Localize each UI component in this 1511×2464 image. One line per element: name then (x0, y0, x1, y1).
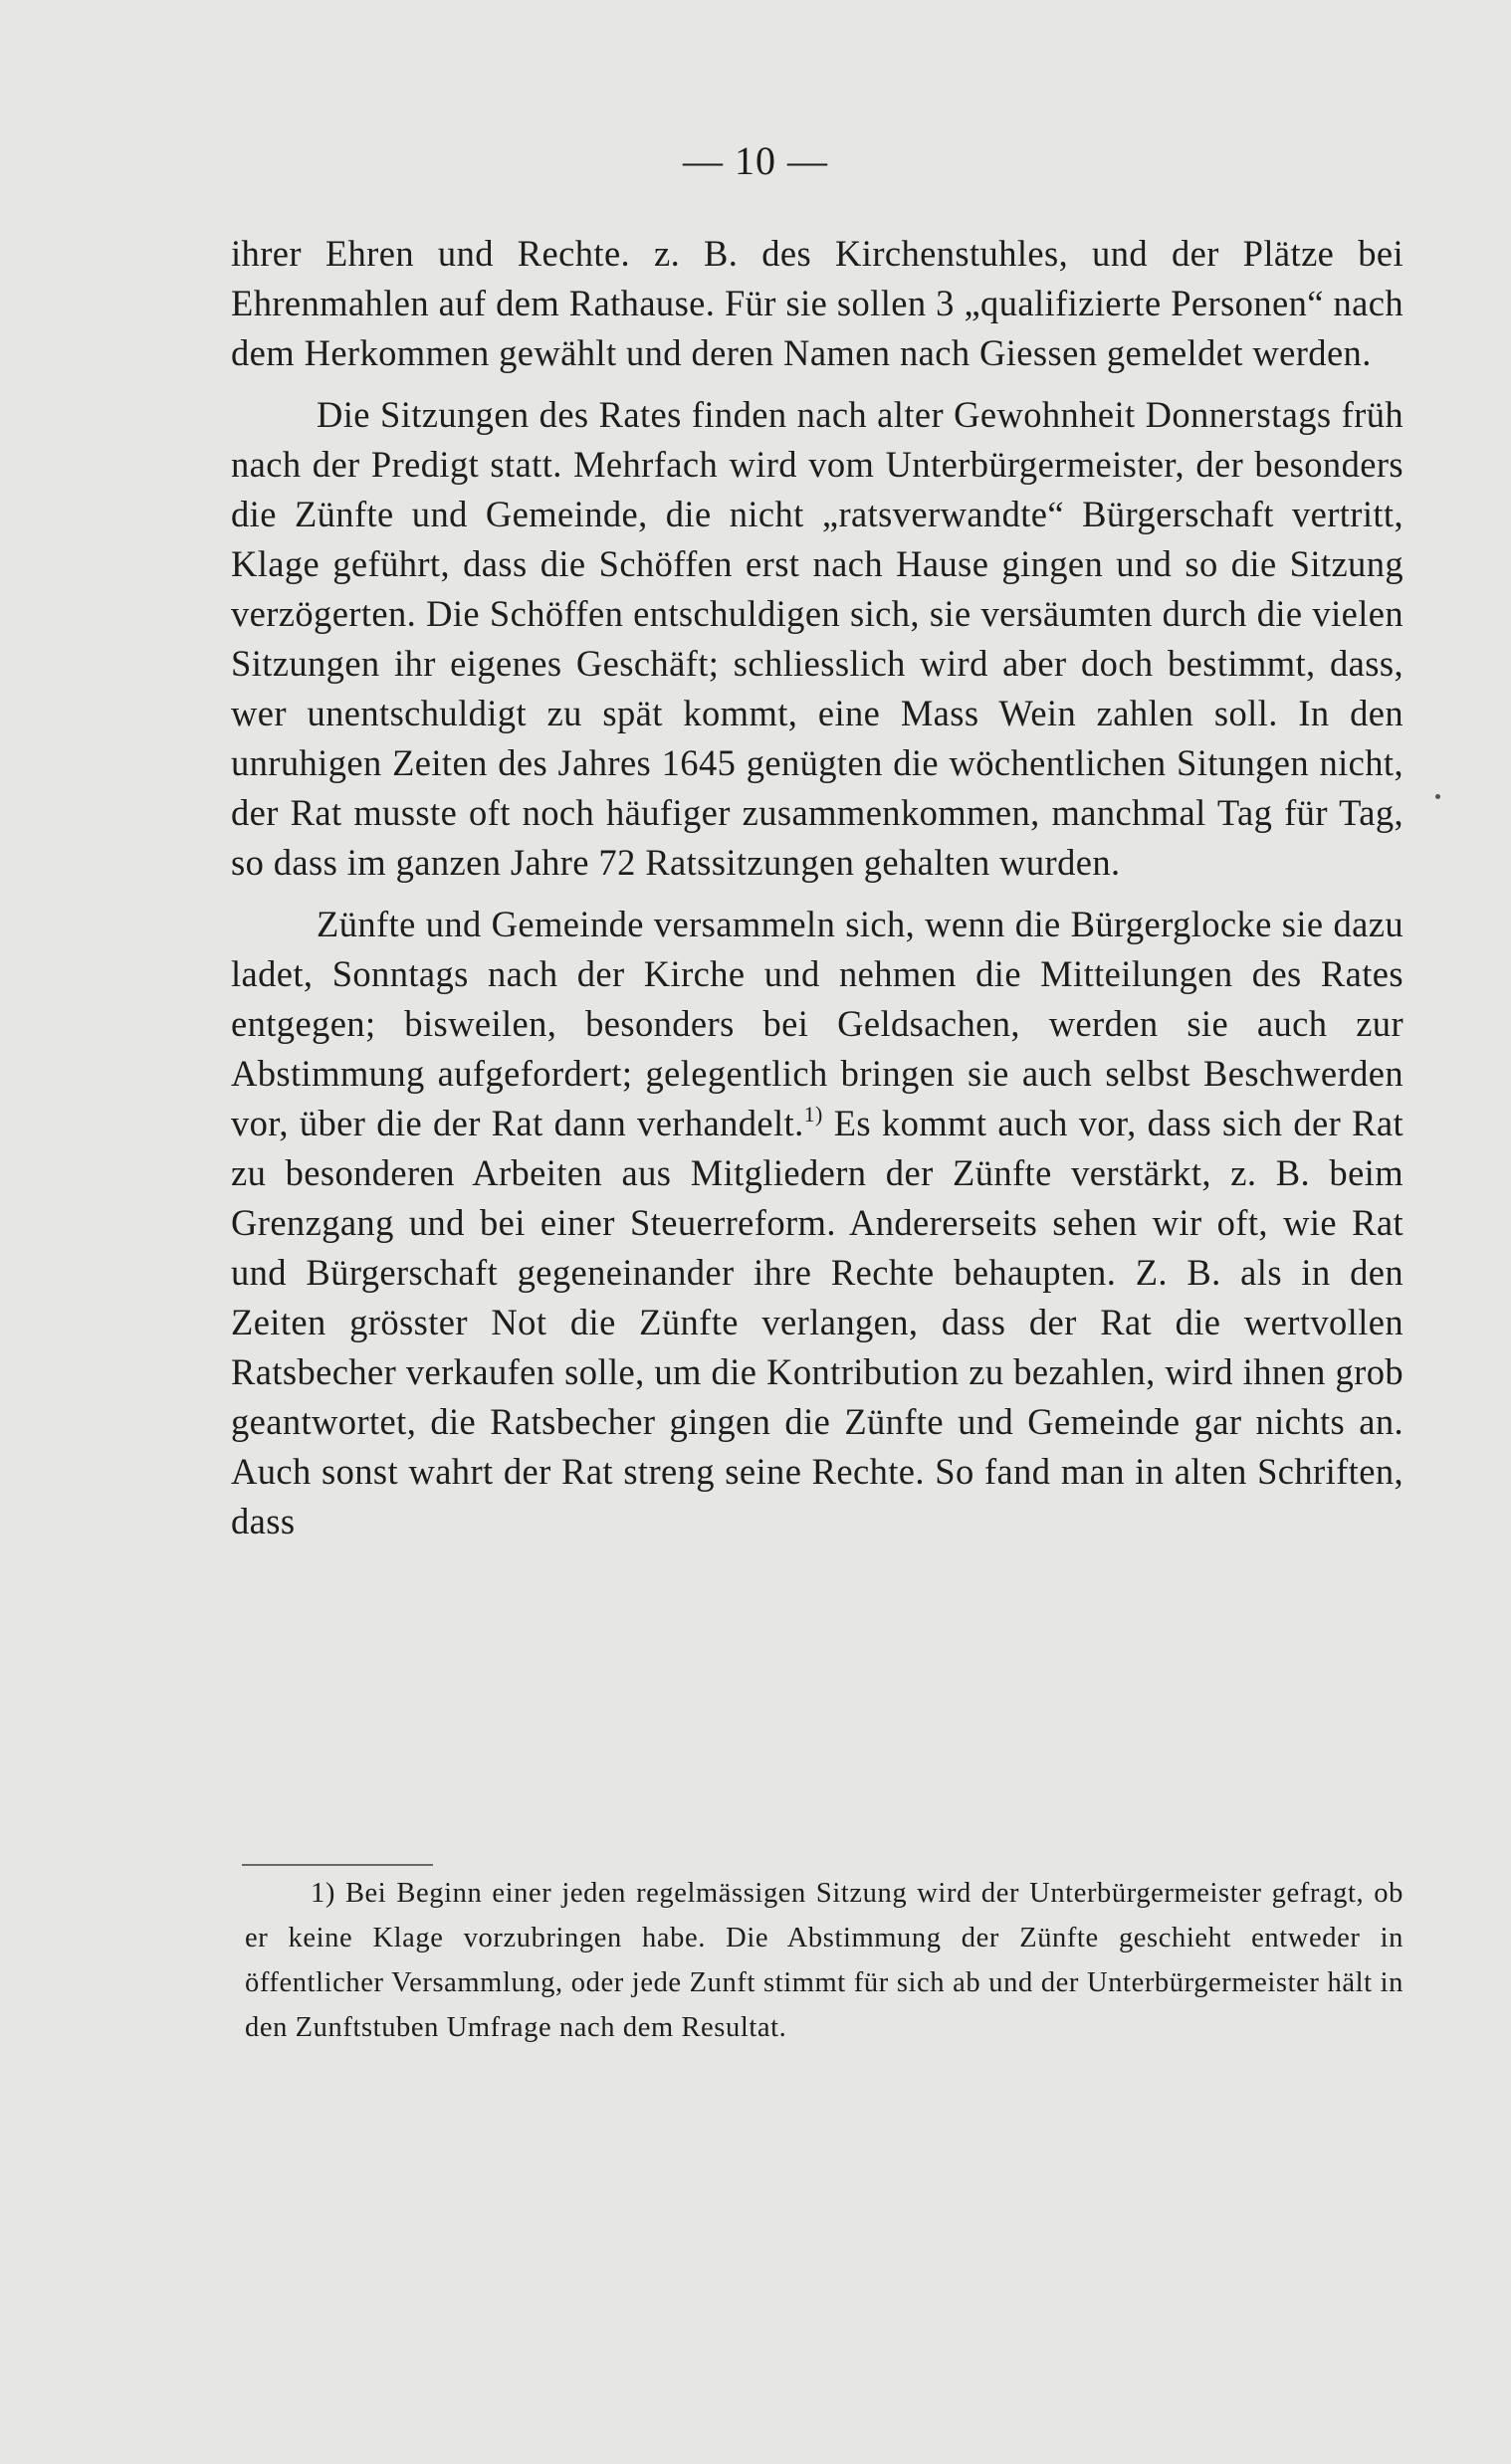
paragraph-guilds-assembly (231, 900, 1403, 1546)
footnote-marker: 1) (311, 1878, 335, 1909)
print-speck (1435, 794, 1440, 799)
footnote-reference: 1) (803, 1102, 823, 1127)
footnote-divider (242, 1864, 433, 1866)
footnote (245, 1871, 1403, 2050)
page-number: — 10 — (683, 138, 828, 183)
body-text (231, 229, 1403, 1546)
paragraph-text-after-ref: Es kommt auch vor, dass sich der Rat zu besonderen Arbeiten aus Mitgliedern der Zünfte verstärkt, z. B. beim Grenzgang und bei einer Steuerreform. Andererseits sehen wir oft, wie Rat und Bürgerschaft gegeneinander ihre Rechte behaupten. Z. B. als in den Zeiten grösster Not die Zünfte verlangen, dass der Rat die wertvollen Ratsbecher verkaufen solle, um die Kontribution zu bezahlen, wird ihnen grob geantwortet, die Ratsbecher gingen die Zünfte und Gemeinde gar nichts an. Auch sonst wahrt der Rat streng seine Rechte. So fand man in alten Schriften, dass (231, 1103, 1403, 1541)
footnotes (245, 1871, 1403, 2050)
paragraph-council-sessions: Die Sitzungen des Rates finden nach alter Gewohnheit Donnerstags früh nach der Predigt statt. Mehrfach wird vom Unterbürgermeister, der besonders die Zünfte und Gemeinde, die nicht „ratsverwandte“ Bürgerschaft vertritt, Klage geführt, dass die Schöffen erst nach Hause gingen und so die Sitzung verzögerten. Die Schöffen entschuldigen sich, sie versäumten durch die vielen Sitzungen ihr eigenes Geschäft; schliesslich wird aber doch bestimmt, dass, wer unentschuldigt zu spät kommt, eine Mass Wein zahlen soll. In den unruhigen Zeiten des Jahres 1645 genügten die wöchentlichen Situngen nicht, der Rat musste oft noch häufiger zusammenkommen, manchmal Tag für Tag, so dass im ganzen Jahre 72 Ratssitzungen gehalten wurden. (231, 394, 1403, 883)
footnote-text: Bei Beginn einer jeden regelmässigen Sitzung wird der Unterbürgermeister gefragt, ob er keine Klage vorzubringen habe. Die Abstimmung der Zünfte geschieht entweder in öffentlicher Versammlung, oder jede Zunft stimmt für sich ab und der Unterbürgermeister hält in den Zunftstuben Umfrage nach dem Resultat. (245, 1878, 1403, 2043)
paragraph-continued: ihrer Ehren und Rechte. z. B. des Kirchenstuhles, und der Plätze bei Ehrenmahlen auf dem Rathause. Für sie sollen 3 „qualifizierte Personen“ nach dem Herkommen gewählt und deren Namen nach Giessen gemeldet werden. (231, 233, 1403, 373)
paragraph-text-before-ref: Zünfte und Gemeinde versammeln sich, wenn die Bürgerglocke sie dazu ladet, Sonntags nach der Kirche und nehmen die Mitteilungen des Rates entgegen; bisweilen, besonders bei Geldsachen, werden sie auch zur Abstimmung aufgefordert; gelegentlich bringen sie auch selbst Beschwerden vor, über die der Rat dann verhandelt. (231, 904, 1403, 1143)
